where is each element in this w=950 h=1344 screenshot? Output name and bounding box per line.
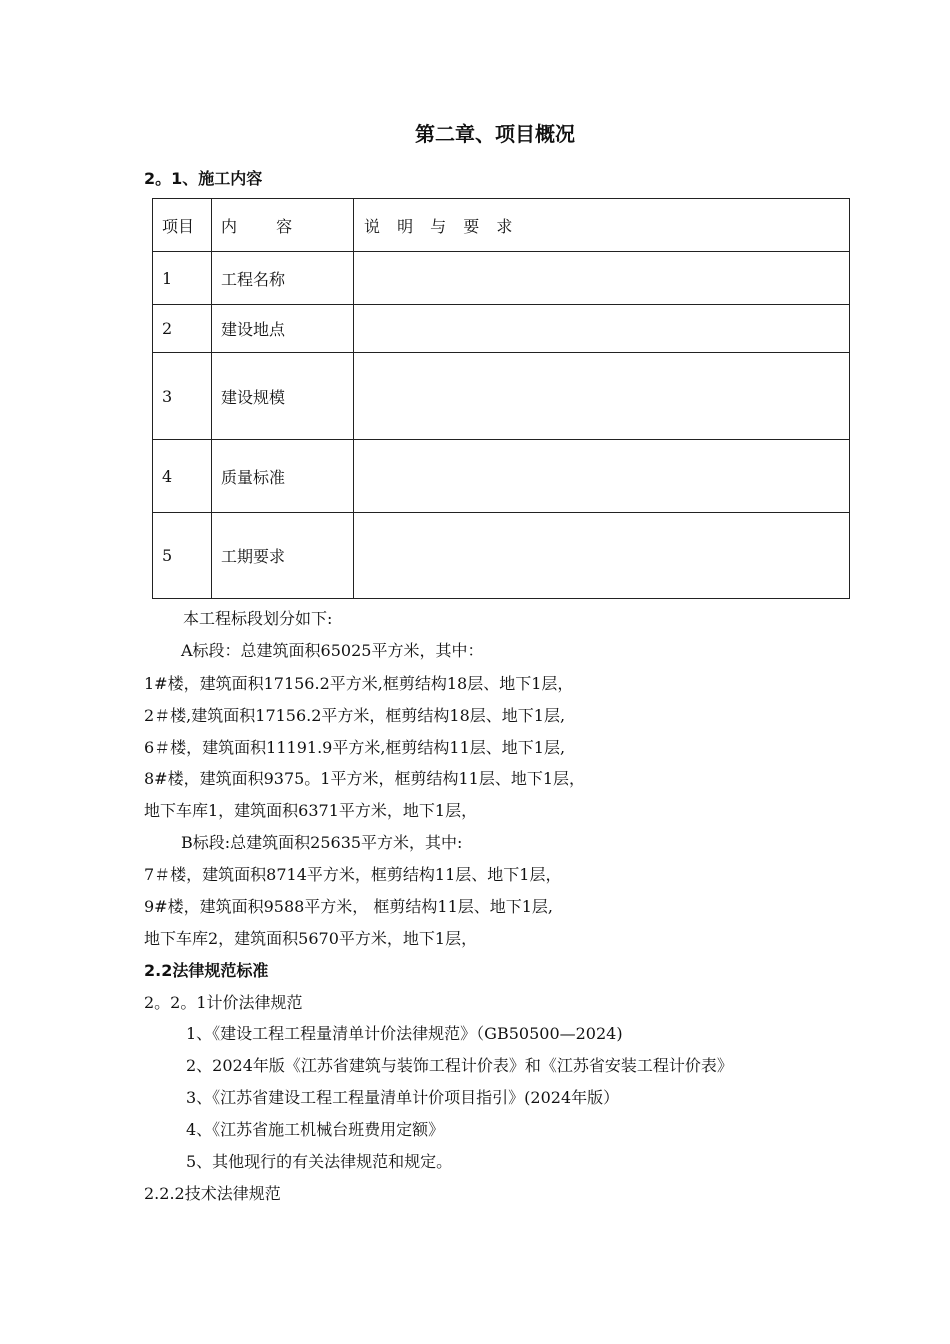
row-description <box>354 353 850 440</box>
pricing-item: 3、《江苏省建设工程工程量清单计价项目指引》(2024年版） <box>186 1088 620 1107</box>
table-row <box>153 513 850 599</box>
pricing-item: 2、2024年版《江苏省建筑与装饰工程计价表》和《江苏省安装工程计价表》 <box>186 1056 733 1075</box>
table-header-row <box>153 199 850 252</box>
pricing-item: 5、其他现行的有关法律规范和规定。 <box>186 1152 453 1171</box>
a-building-line: 2＃楼,建筑面积17156.2平方米，框剪结构18层、地下1层, <box>144 706 566 725</box>
b-building-line: 9#楼，建筑面积9588平方米， 框剪结构11层、地下1层, <box>144 897 554 916</box>
a-building-line: 6＃楼，建筑面积11191.9平方米,框剪结构11层、地下1层, <box>144 738 566 757</box>
b-building-line: 地下车库2，建筑面积5670平方米，地下1层， <box>144 929 478 948</box>
row-number: 1 <box>153 252 212 305</box>
pricing-item: 1、《建设工程工程量清单计价法律规范》（GB50500—2024) <box>186 1024 623 1043</box>
a-building-line: 8#楼，建筑面积9375。1平方米，框剪结构11层、地下1层， <box>144 769 586 788</box>
row-description <box>354 513 850 599</box>
row-description <box>354 305 850 353</box>
row-number: 3 <box>153 353 212 440</box>
row-number: 5 <box>153 513 212 599</box>
row-content: 建设规模 <box>212 353 354 440</box>
a-building-line: 地下车库1，建筑面积6371平方米，地下1层， <box>144 801 478 820</box>
pricing-item: 4、《江苏省施工机械台班费用定额》 <box>186 1120 445 1139</box>
row-content: 工期要求 <box>212 513 354 599</box>
b-section-summary: B标段:总建筑面积25635平方米，其中: <box>181 833 463 852</box>
b-building-line: 7＃楼，建筑面积8714平方米，框剪结构11层、地下1层， <box>144 865 562 884</box>
table-row <box>153 353 850 440</box>
row-content: 工程名称 <box>212 252 354 305</box>
row-description <box>354 252 850 305</box>
page-title: 第二章、项目概况 <box>415 122 575 146</box>
subsection-heading-2-2-1: 2。2。1计价法律规范 <box>144 993 303 1012</box>
project-info-table <box>152 198 850 599</box>
row-content: 建设地点 <box>212 305 354 353</box>
row-number: 2 <box>153 305 212 353</box>
row-content: 质量标准 <box>212 440 354 513</box>
subsection-heading-2-2-2: 2.2.2技术法律规范 <box>144 1184 281 1203</box>
section-heading-2-2: 2.2法律规范标准 <box>144 961 269 980</box>
header-description: 说 明 与 要 求 <box>354 199 850 252</box>
section-heading-2-1: 2。1、施工内容 <box>144 169 263 188</box>
a-section-summary: A标段：总建筑面积65025平方米，其中： <box>181 641 484 660</box>
table-row <box>153 305 850 353</box>
section-intro: 本工程标段划分如下: <box>183 609 333 628</box>
table-row <box>153 252 850 305</box>
a-building-line: 1#楼，建筑面积17156.2平方米,框剪结构18层、地下1层， <box>144 674 574 693</box>
row-number: 4 <box>153 440 212 513</box>
header-item: 项目 <box>153 199 212 252</box>
table-row <box>153 440 850 513</box>
row-description <box>354 440 850 513</box>
header-content: 内 容 <box>212 199 354 252</box>
